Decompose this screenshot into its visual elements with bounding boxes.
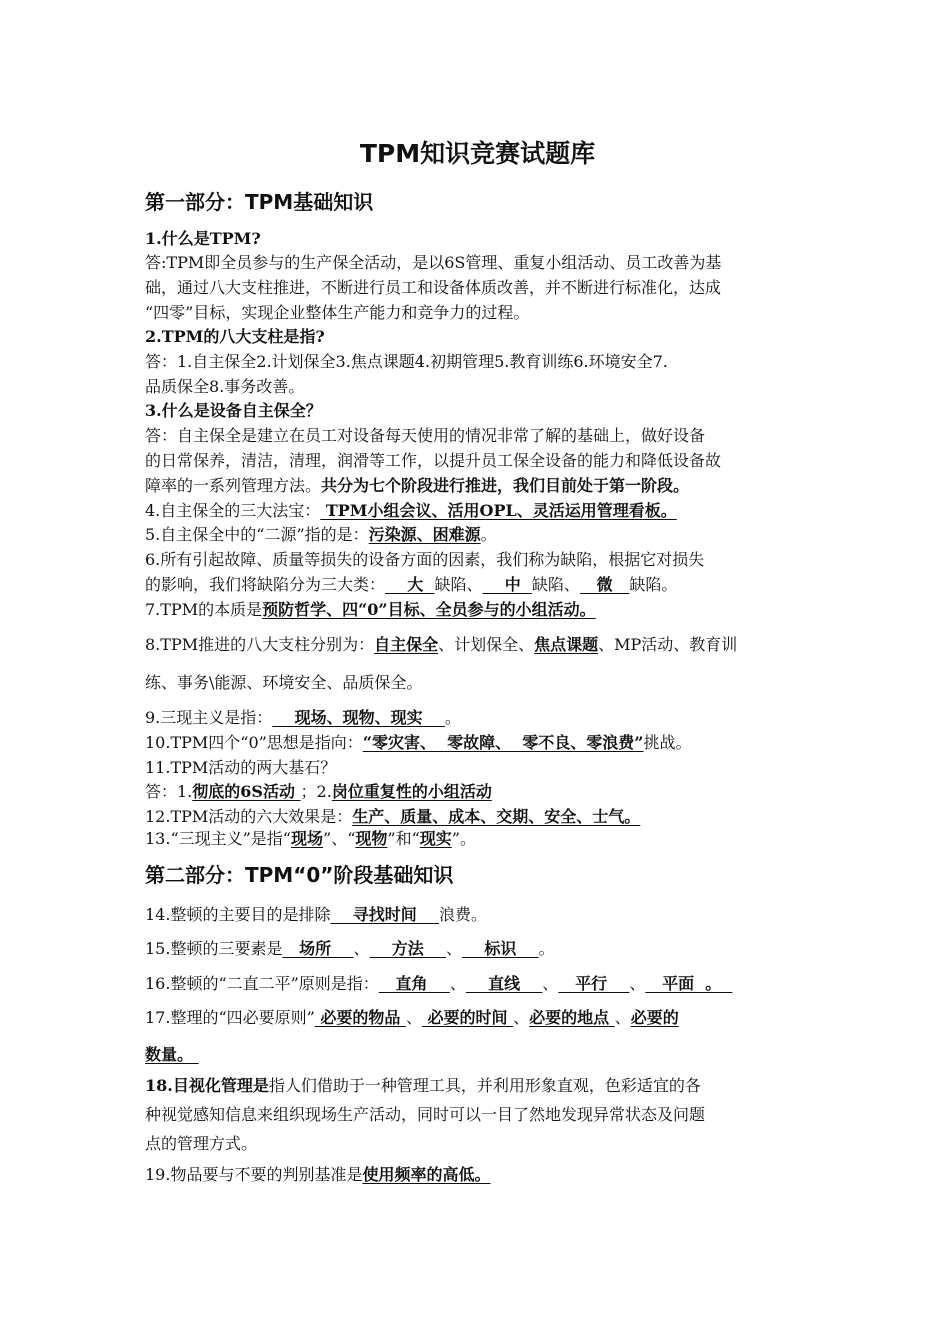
- q12-answer: 生产、质量、成本、交期、安全、士气。: [352, 807, 641, 826]
- q17-answer-4: 必要的: [630, 1008, 679, 1027]
- q16-mid-2: 、: [542, 974, 559, 993]
- answer-3-line1: 答：自主保全是建立在员工对设备每天使用的情况非常了解的基础上，做好设备: [145, 426, 706, 445]
- q13-post: ”。: [451, 829, 476, 848]
- question-14: [145, 902, 810, 927]
- answer-1-line2: 础，通过八大支柱推进，不断进行员工和设备体质改善，并不断进行标准化，达成: [145, 278, 722, 297]
- question-10: [145, 730, 810, 755]
- q17-mid-3: 、: [614, 1008, 631, 1027]
- question-4: [145, 498, 810, 523]
- q16-answer-4: 平面 。: [645, 974, 733, 993]
- question-17-line2: [145, 1042, 810, 1067]
- q5-text: 5.自主保全中的“二源”指的是：: [145, 525, 369, 544]
- q8-mid-2: 、MP活动、教育训: [598, 635, 738, 654]
- q10-post: 挑战。: [643, 733, 692, 752]
- question-9: [145, 705, 810, 730]
- q16-answer-2: 直线: [465, 974, 543, 993]
- answer-2-line2: 品质保全8.事务改善。: [145, 377, 305, 396]
- q6-mid-1: 缺陷、: [434, 575, 483, 594]
- q11-answer-1: 彻底的6S活动: [192, 782, 301, 801]
- q16-answer-1: 直角: [378, 974, 450, 993]
- question-8-line2: 练、事务\能源、环境安全、品质保全。: [145, 673, 423, 692]
- document-title: TPM知识竞赛试题库: [359, 139, 596, 168]
- q17-mid-2: 、: [513, 1008, 530, 1027]
- q13-answer-2: 现物: [355, 829, 388, 848]
- q11-text: 答：1.: [145, 782, 193, 801]
- q13-answer-3: 现实: [419, 829, 452, 848]
- answer-2-line1: 答：1.自主保全2.计划保全3.焦点课题4.初期管理5.教育训练6.环境安全7.: [145, 352, 668, 371]
- q19-text: 19.物品要与不要的判别基准是: [145, 1165, 363, 1184]
- q9-post: 。: [444, 708, 461, 727]
- question-6-line2: [145, 572, 810, 597]
- q17-answer-2: 必要的时间: [421, 1008, 514, 1027]
- q4-text: 4.自主保全的三大法宝：: [145, 501, 321, 520]
- q15-text: 15.整顿的三要素是: [145, 939, 283, 958]
- q8-answer-1: 自主保全: [374, 635, 439, 654]
- q15-answer-2: 方法: [369, 939, 447, 958]
- answer-1-line1: 答:TPM即全员参与的生产保全活动，是以6S管理、重复小组活动、员工改善为基: [145, 253, 722, 272]
- q6-answer-3: 微: [579, 575, 630, 594]
- q17-answer-4-cont: 数量。: [145, 1045, 199, 1064]
- question-1: 1.什么是TPM?: [145, 229, 261, 248]
- question-19: [145, 1162, 810, 1187]
- q5-post: 。: [480, 525, 497, 544]
- question-3: 3.什么是设备自主保全？: [145, 401, 322, 420]
- question-17-line1: [145, 1005, 810, 1030]
- answer-3-bold: 共分为七个阶段进行推进，我们目前处于第一阶段。: [321, 476, 690, 495]
- q10-answer: “零灾害、 零故障、 零不良、零浪费”: [362, 733, 644, 752]
- q8-answer-2: 焦点课题: [534, 635, 599, 654]
- q11-mid: ；2.: [300, 782, 332, 801]
- q9-text: 9.三现主义是指：: [145, 708, 273, 727]
- q6-mid-2: 缺陷、: [531, 575, 580, 594]
- q5-answer: 污染源、困难源: [368, 525, 481, 544]
- q6-answer-1: 大: [385, 575, 435, 594]
- q17-answer-1: 必要的物品: [314, 1008, 406, 1027]
- q6-answer-2: 中: [482, 575, 532, 594]
- q15-answer-1: 场所: [282, 939, 354, 958]
- answer-3-line2: 的日常保养，清洁，清理，润滑等工作，以提升员工保全设备的能力和降低设备故: [145, 451, 722, 470]
- question-2: 2.TPM的八大支柱是指?: [145, 327, 325, 346]
- q9-answer: 现场、现物、现实: [272, 708, 445, 727]
- q6-text: 的影响，我们将缺陷分为三大类：: [145, 575, 386, 594]
- q14-answer: 寻找时间: [330, 905, 440, 924]
- q14-text: 14.整顿的主要目的是排除: [145, 905, 331, 924]
- q15-mid-1: 、: [353, 939, 370, 958]
- section-heading-part2: 第二部分：TPM“0”阶段基础知识: [145, 863, 454, 887]
- q17-text: 17.整理的“四必要原则”: [145, 1008, 315, 1027]
- question-18-line1: [145, 1073, 810, 1098]
- question-18-line3: 点的管理方式。: [145, 1134, 258, 1153]
- question-6-line1: 6.所有引起故障、质量等损失的设备方面的因素，我们称为缺陷，根据它对损失: [145, 550, 705, 569]
- q14-post: 浪费。: [439, 905, 488, 924]
- answer-3-text: 障率的一系列管理方法。: [145, 476, 322, 495]
- q16-mid-3: 、: [629, 974, 646, 993]
- question-13: [145, 826, 810, 851]
- q15-post: 。: [538, 939, 555, 958]
- question-15: [145, 936, 810, 961]
- q18-text-1: 指人们借助于一种管理工具，并利用形象直观，色彩适宜的各: [268, 1076, 701, 1095]
- question-7: [145, 597, 810, 622]
- q7-answer: 预防哲学、四“0”目标、全员参与的小组活动。: [262, 600, 596, 619]
- q13-mid-1: ”、“: [323, 829, 356, 848]
- answer-11: [145, 779, 810, 804]
- q16-answer-3: 平行: [558, 974, 630, 993]
- q19-answer: 使用频率的高低。: [362, 1165, 491, 1184]
- q11-answer-2: 岗位重复性的小组活动: [331, 782, 492, 801]
- q18-term: 18.目视化管理是: [145, 1076, 269, 1095]
- answer-3-line3: [145, 473, 810, 498]
- q6-mid-3: 缺陷。: [629, 575, 678, 594]
- q12-text: 12.TPM活动的六大效果是：: [145, 807, 353, 826]
- q13-mid-2: ”和“: [387, 829, 420, 848]
- q17-mid-1: 、: [405, 1008, 422, 1027]
- q7-text: 7.TPM的本质是: [145, 600, 263, 619]
- q15-mid-2: 、: [446, 939, 463, 958]
- answer-1-line3: “四零”目标，实现企业整体生产能力和竞争力的过程。: [145, 303, 530, 322]
- q16-mid-1: 、: [449, 974, 466, 993]
- q15-answer-3: 标识: [462, 939, 539, 958]
- q17-answer-3: 必要的地点: [529, 1008, 615, 1027]
- q10-text: 10.TPM四个“0”思想是指向：: [145, 733, 363, 752]
- question-11: 11.TPM活动的两大基石？: [145, 758, 337, 777]
- q13-answer-1: 现场: [291, 829, 324, 848]
- question-16: [145, 971, 810, 996]
- question-5: [145, 522, 810, 547]
- q4-answer: TPM小组会议、活用OPL、灵活运用管理看板。: [320, 501, 677, 520]
- q8-mid-1: 、计划保全、: [438, 635, 535, 654]
- question-8-line1: [145, 632, 810, 657]
- question-18-line2: 种视觉感知信息来组织现场生产活动，同时可以一目了然地发现异常状态及问题: [145, 1105, 706, 1124]
- q8-text: 8.TPM推进的八大支柱分别为：: [145, 635, 375, 654]
- section-heading-part1: 第一部分：TPM基础知识: [145, 190, 374, 214]
- q16-text: 16.整顿的“二直二平”原则是指：: [145, 974, 379, 993]
- q13-text: 13.“三现主义”是指“: [145, 829, 291, 848]
